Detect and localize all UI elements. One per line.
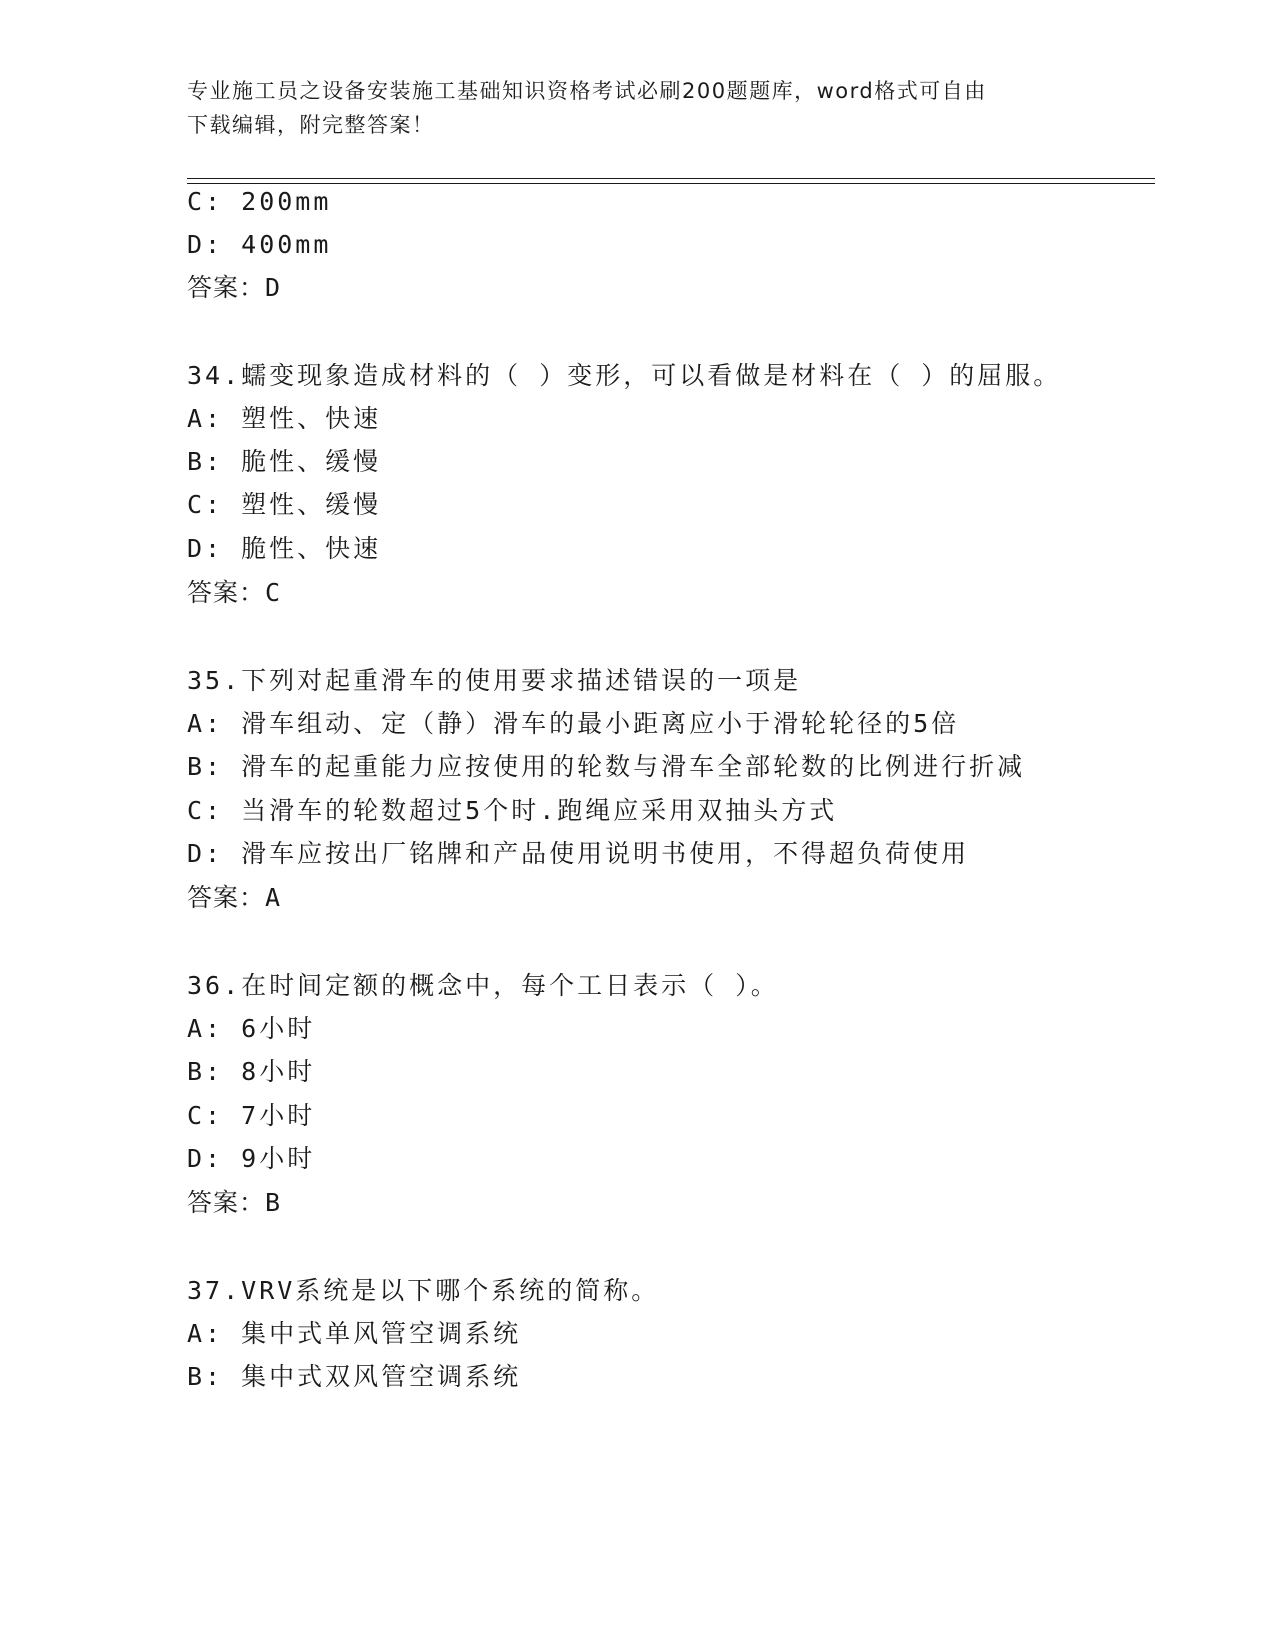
answer-value: B: [265, 1188, 282, 1217]
question-stem: 36.在时间定额的概念中，每个工日表示（ ）。: [187, 971, 779, 1000]
answer-value: C: [265, 578, 282, 607]
answer-label: 答案：: [187, 273, 266, 302]
question-stem: 34.蠕变现象造成材料的（ ）变形，可以看做是材料在（ ）的屈服。: [187, 361, 1062, 390]
option-a: A: 集中式单风管空调系统: [187, 1319, 522, 1348]
option-b: B: 集中式双风管空调系统: [187, 1362, 522, 1391]
question-stem: 35.下列对起重滑车的使用要求描述错误的一项是: [187, 666, 802, 695]
option-a: A: 滑车组动、定（静）滑车的最小距离应小于滑轮轮径的5倍: [187, 709, 960, 738]
answer-line: [187, 272, 281, 304]
answer-label: 答案：: [187, 578, 266, 607]
header-title-line-2: 下载编辑，附完整答案！: [187, 113, 435, 137]
question-stem: 37.VRV系统是以下哪个系统的简称。: [187, 1276, 660, 1305]
option-d: D: 脆性、快速: [187, 534, 382, 563]
option-d: D: 400mm: [187, 230, 332, 259]
answer-line: [187, 882, 281, 914]
answer-line: [187, 577, 281, 609]
answer-line: [187, 1187, 281, 1219]
option-c: C: 当滑车的轮数超过5个时.跑绳应采用双抽头方式: [187, 796, 838, 825]
header-divider-bottom: [187, 183, 1155, 184]
option-d: D: 9小时: [187, 1144, 316, 1173]
header-title-line-1: 专业施工员之设备安装施工基础知识资格考试必刷200题题库，word格式可自由: [187, 79, 987, 103]
option-c: C: 塑性、缓慢: [187, 490, 382, 519]
option-b: B: 8小时: [187, 1057, 316, 1086]
option-b: B: 脆性、缓慢: [187, 447, 382, 476]
option-b: B: 滑车的起重能力应按使用的轮数与滑车全部轮数的比例进行折减: [187, 752, 1026, 781]
option-c: C: 7小时: [187, 1101, 316, 1130]
document-header: [187, 74, 1087, 142]
option-a: A: 6小时: [187, 1014, 316, 1043]
answer-value: A: [265, 883, 282, 912]
answer-value: D: [265, 273, 282, 302]
option-d: D: 滑车应按出厂铭牌和产品使用说明书使用，不得超负荷使用: [187, 839, 970, 868]
answer-label: 答案：: [187, 883, 266, 912]
header-divider-top: [187, 178, 1155, 179]
option-c: C: 200mm: [187, 187, 332, 216]
answer-label: 答案：: [187, 1188, 266, 1217]
option-a: A: 塑性、快速: [187, 404, 382, 433]
